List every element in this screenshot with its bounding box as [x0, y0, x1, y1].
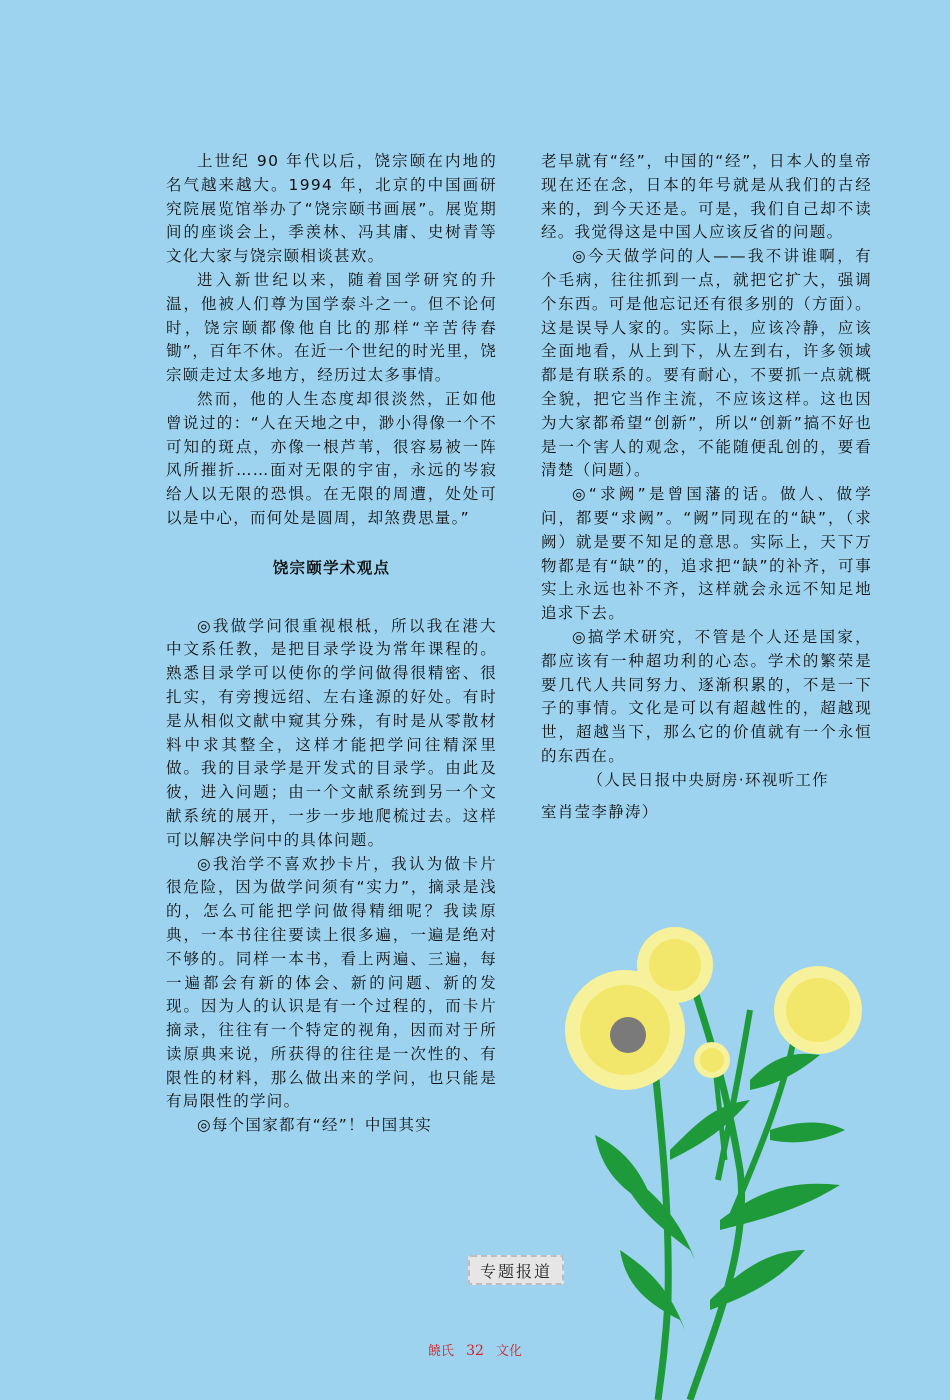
point-paragraph-4: ◎今天做学问的人——我不讲谁啊，有个毛病，往往抓到一点，就把它扩大，强调个东西。可是他忘记还有很多别的（方面）。这是误导人家的。实际上，应该冷静，应该全面地看，从上到下，从左到右，许多领域都是有联系的。要有耐心，不要抓一点就概全貌，把它当作主流，不应该这样。这也因为大家都希望“创新”，所以“创新”搞不好也是一个害人的观念，不能随便乱创的，要看清楚（问题）。 [541, 247, 872, 480]
point-paragraph-2: ◎我治学不喜欢抄卡片，我认为做卡片很危险，因为做学问须有“实力”，摘录是浅的，怎么可能把学问做得精细呢？我读原典，一本书往往要读上很多遍，一遍是绝对不够的。同样一本书，看上两遍、三遍，每一遍都会有新的体会、新的问题、新的发现。因为人的认识是有一个过程的，而卡片摘录，往往有一个特定的视角，因而对于所读原典来说，所获得的往往是一次性的、有限性的材料，那么做出来的学问，也只能是有局限性的学问。 [166, 854, 497, 1111]
intro-paragraph-3: 然而，他的人生态度却很淡然，正如他曾说过的：“人在天地之中，渺小得像一个不可知的斑点，亦像一根芦苇，很容易被一阵风所摧折……面对无限的宇宙，永远的岑寂给人以无限的恐惧。在无限的周遭，处处可以是中心，而何处是圆周，却煞费思量。” [166, 389, 497, 527]
point-paragraph-1: ◎我做学问很重视根柢，所以我在港大中文系任教，是把目录学设为常年课程的。熟悉目录学可以使你的学问做得很精密、很扎实，有旁搜远绍、左右逢源的好处。有时是从相似文献中窥其分殊，有时是从零散材料中求其整全，这样才能把学问往精深里做。我的目录学是开发式的目录学。由此及彼，进入问题；由一个文献系统到另一个文献系统的展开，一步一步地爬梳过去。这样可以解决学问中的具体问题。 [166, 616, 497, 849]
footer-brand-left: 饒氏 [427, 1344, 454, 1359]
credit-line-1: （人民日报中央厨房·环视听工作 [587, 770, 829, 789]
intro-paragraph-2: 进入新世纪以来，随着国学研究的升温，他被人们尊为国学泰斗之一。但不论何时，饶宗颐都像他自比的那样“辛苦待舂锄”，百年不休。在近一个世纪的时光里，饶宗颐走过太多地方，经历过太多事情。 [166, 270, 497, 385]
footer-brand-right: 文化 [496, 1344, 523, 1359]
flower-illustration [540, 920, 890, 1400]
point-paragraph-6: ◎搞学术研究，不管是个人还是国家，都应该有一种超功利的心态。学术的繁荣是要几代人共同努力、逐渐积累的，不是一下子的事情。文化是可以有超越性的，超越现世，超越当下，那么它的价值就有一个永恒的东西在。 [541, 627, 872, 765]
section-title: 饶宗颐学术观点 [272, 558, 391, 577]
right-column [541, 150, 872, 824]
point-paragraph-3: ◎每个国家都有“经”！中国其实 [197, 1116, 433, 1135]
page-footer [0, 1340, 950, 1359]
section-badge: 专题报道 [468, 1255, 564, 1285]
continuation-paragraph: 老早就有“经”，中国的“经”，日本人的皇帝现在还在念，日本的年号就是从我们的古经来的，到今天还是。可是，我们自己却不读经。我觉得这是中国人应该反省的问题。 [541, 152, 872, 242]
page-number: 32 [466, 1343, 484, 1359]
point-paragraph-5: ◎“求阙”是曾国藩的话。做人、做学问，都要“求阙”。“阙”同现在的“缺”，（求阙）就是要不知足的意思。实际上，天下万物都是有“缺”的，追求把“缺”的补齐，可事实上永远也补不齐，这样就会永远不知足地追求下去。 [541, 485, 872, 623]
credit-line-2: 室肖莹李静涛） [541, 802, 659, 821]
intro-paragraph-1: 上世纪 90 年代以后，饶宗颐在内地的名气越来越大。1994 年，北京的中国画研究院展览馆举办了“饶宗颐书画展”。展览期间的座谈会上，季羡林、冯其庸、史树青等文化大家与饶宗颐相谈甚欢。 [166, 152, 497, 266]
left-column [166, 150, 497, 1138]
